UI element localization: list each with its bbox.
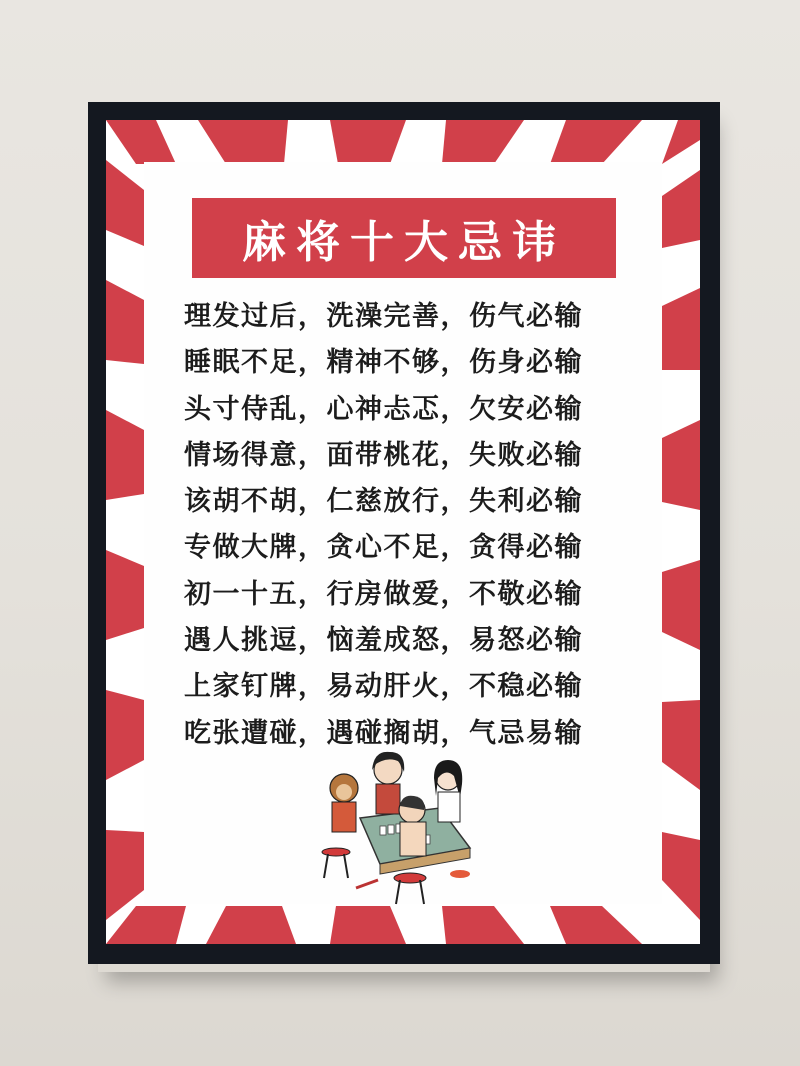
rule-line: 理发过后，洗澡完善，伤气必输: [184, 301, 583, 332]
poster-title: 麻将十大忌讳: [242, 217, 566, 268]
rule-line: 睡眠不足，精神不够，伤身必输: [184, 347, 583, 379]
rule-line: 上家钉牌，易动肝火，不稳必输: [184, 671, 583, 703]
rule-line: 遇人挑逗，恼羞成怒，易怒必输: [184, 625, 583, 657]
rule-line: 专做大牌，贪心不足，贪得必输: [184, 532, 583, 564]
rule-line: 初一十五，行房做爱，不敬必输: [184, 578, 583, 610]
title-banner: [192, 198, 616, 278]
rule-line: 情场得意，面带桃花，失败必输: [184, 439, 583, 471]
rule-line: 头寸侍乱，心神忐忑，欠安必输: [184, 393, 583, 425]
rule-line: 吃张遭碰，遇碰搁胡，气忌易输: [184, 717, 583, 749]
rules-list: [184, 294, 634, 757]
rule-line: 该胡不胡，仁慈放行，失利必输: [184, 486, 583, 518]
mahjong-players-illustration-icon: [320, 748, 480, 912]
